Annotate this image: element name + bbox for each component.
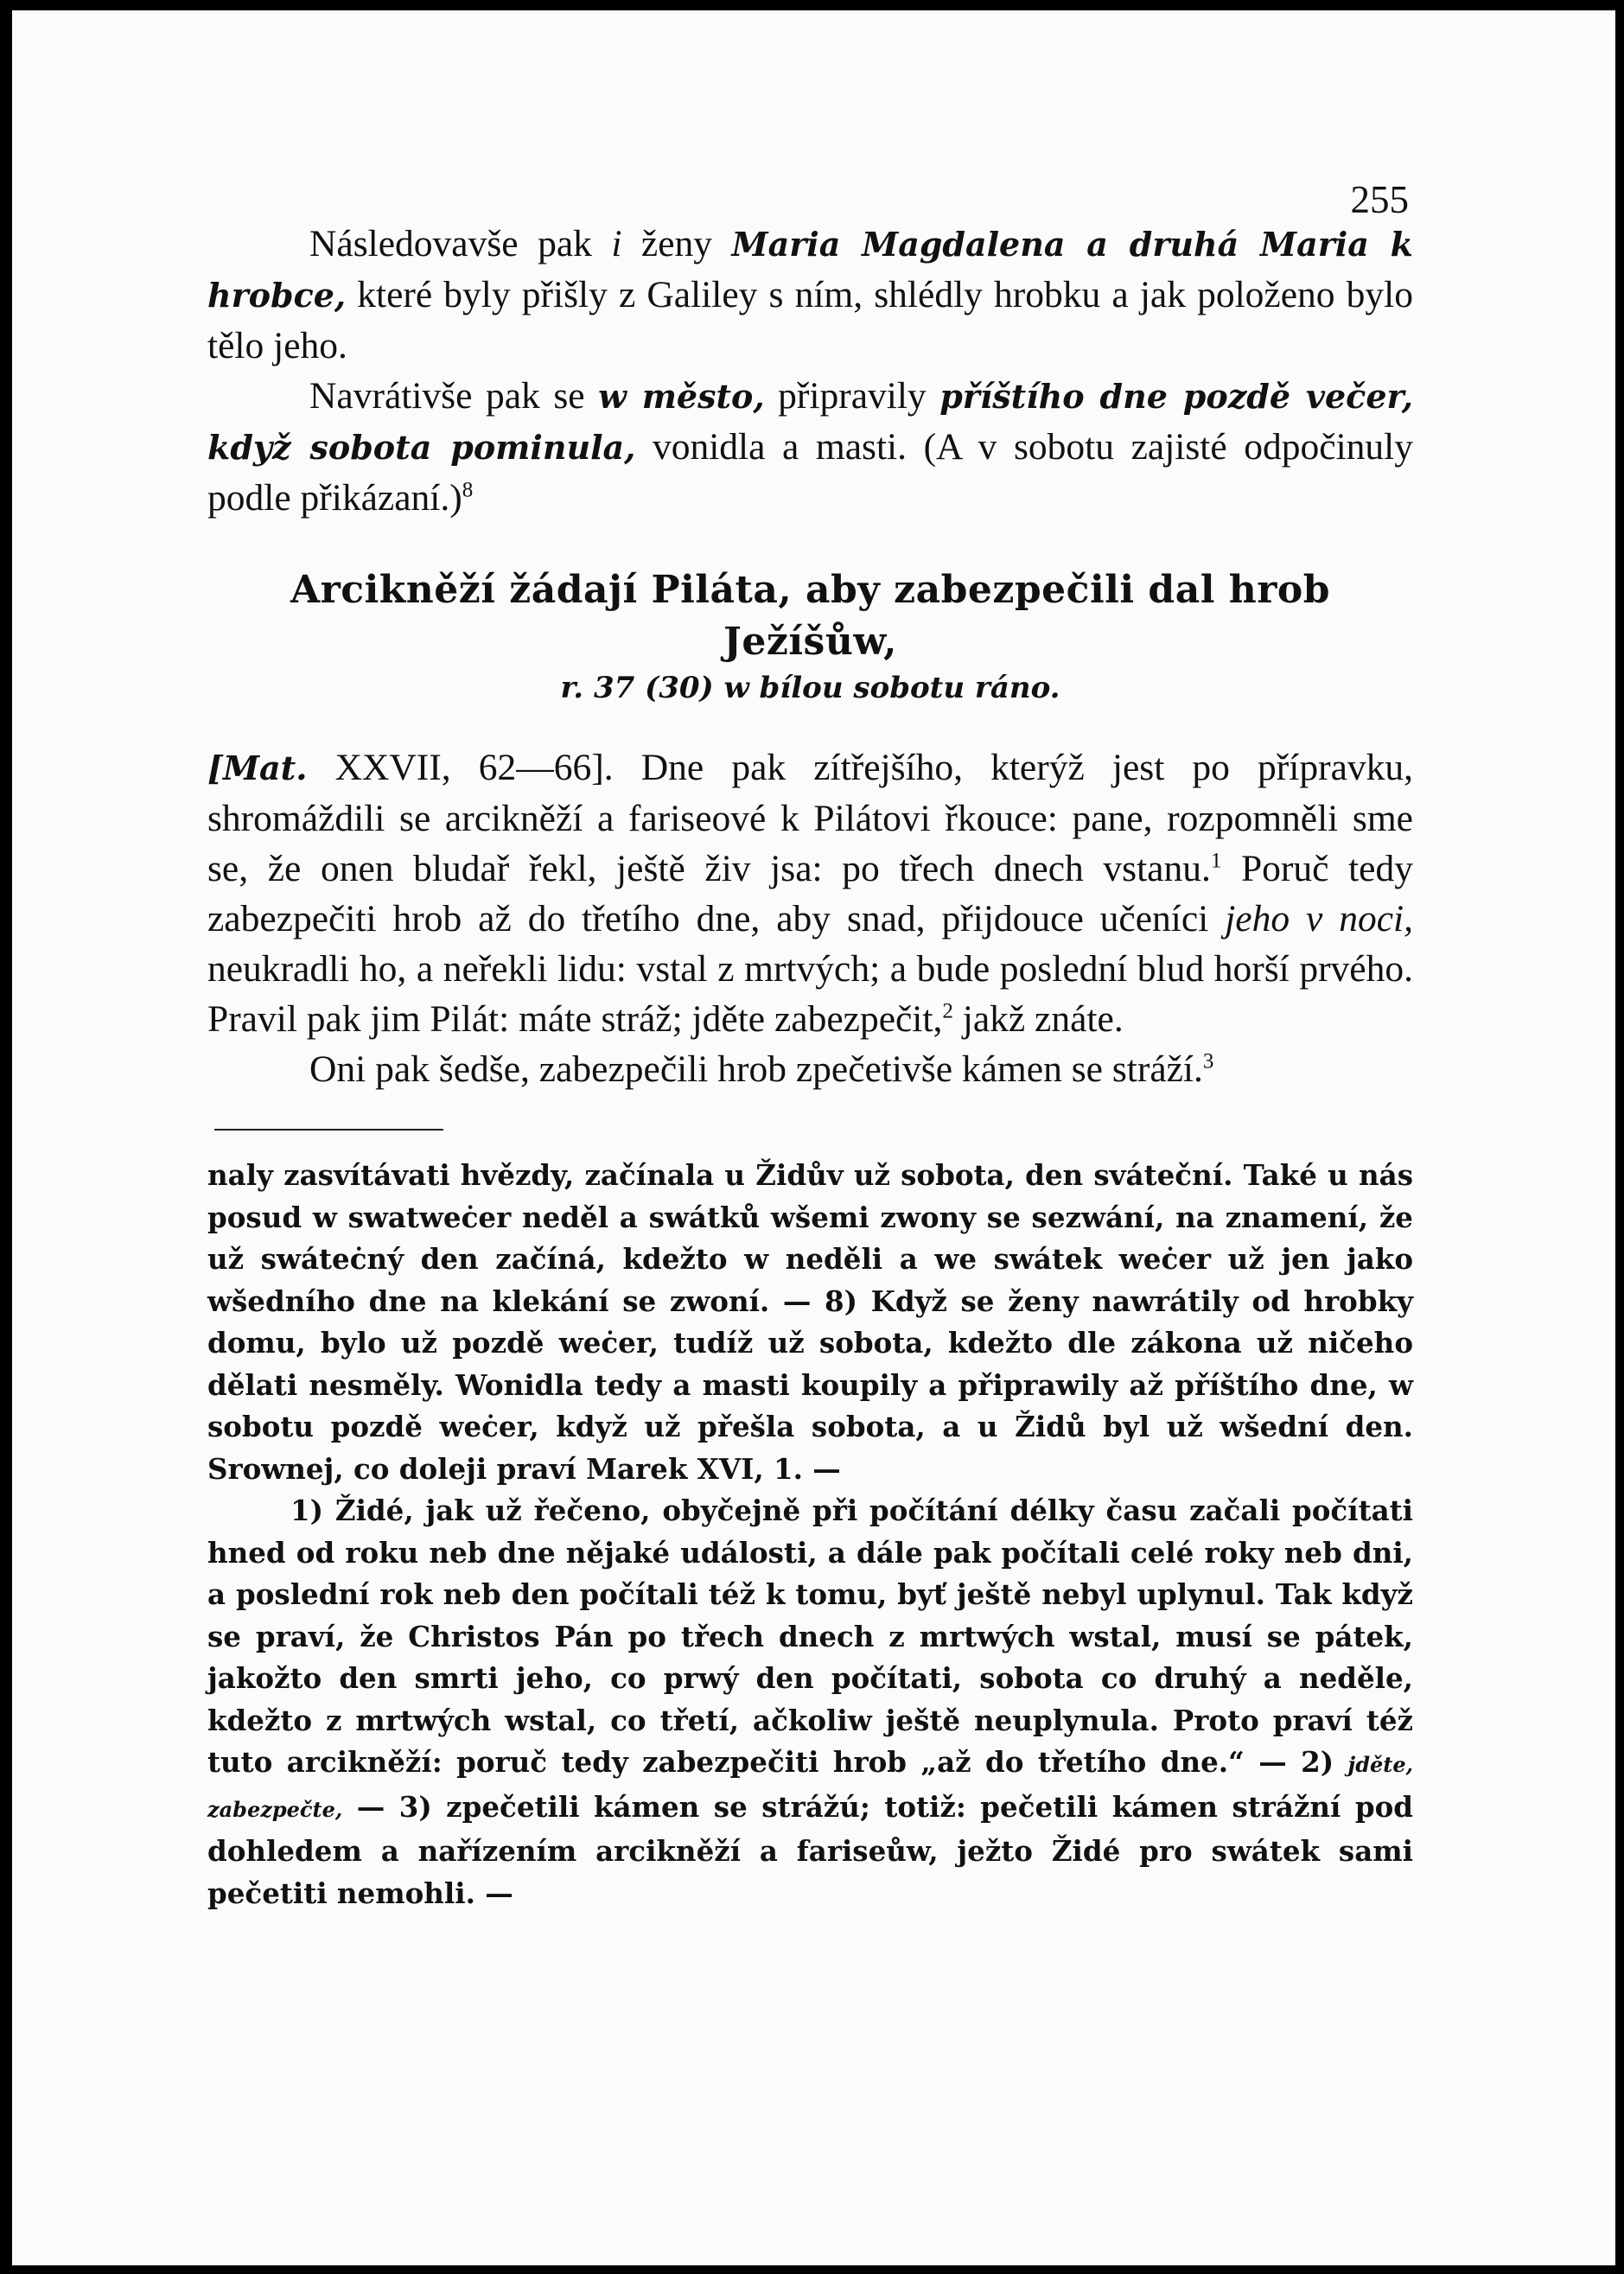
text-span: neukradli ho, a neřekli lidu: vstal z mrtvých; a bude poslední blud horší prvého. Pravil pak jim Pilát: máte stráž; jděte zabezpečit, xyxy=(207,948,1413,1040)
heading-subtitle: r. 37 (30) w bílou sobotu ráno. xyxy=(560,671,1060,705)
fraktur-span: Maria Magdalena a druhá Maria k hrobce, xyxy=(207,225,1413,315)
text-span: které byly přišly z Galiley s ním, shlédly hrobku a jak položeno bylo tělo jeho. xyxy=(207,274,1413,366)
page-number: 255 xyxy=(1350,178,1409,221)
footnote-continued: naly zasvítávati hvězdy, začínala u Židův už sobota, den sváteční. Také u nás posud w swatweċer neděl a swátků wšemi zwony se sezwání, na znamení, že už swáteċný den začíná, kdežto w neděli a we swátek weċer už jen jako wšedního dne na klekání se zwoní. — 8) Když se ženy nawrátily od hrobky domu, bylo už pozdě weċer, tudíž už sobota, kdežto dle zákona už ničeho dělati nesměly. Wonidla tedy a masti koupily a připrawily až příštího dne, w sobotu pozdě weċer, když už přešla sobota, a u Židů byl už wšední den. Srownej, co doleji praví Marek XVI, 1. — xyxy=(207,1158,1413,1486)
text-span: ženy xyxy=(621,223,732,264)
footnotes xyxy=(207,1155,1413,1914)
footnote-marker: 1 xyxy=(1210,849,1222,873)
fraktur-span: w město, xyxy=(598,377,765,416)
text-span: Navrátivše pak se xyxy=(309,375,599,417)
text-span: Oni pak šedše, zabezpečili hrob zpečetivše kámen se stráží. xyxy=(309,1048,1203,1090)
bible-reference: XXVII, 62—66]. xyxy=(307,747,614,788)
section-heading xyxy=(207,564,1413,708)
footnote-block xyxy=(207,1490,1413,1914)
text-span: Poruč tedy zabezpečiti hrob až do třetího dne, aby snad, přijdouce učeníci xyxy=(207,848,1413,940)
main-text xyxy=(207,219,1413,523)
page-content xyxy=(207,177,1413,1914)
paragraph-1 xyxy=(207,219,1413,371)
fraktur-span: [Mat. xyxy=(207,748,308,787)
footnote-divider xyxy=(214,1129,443,1131)
footnote-marker: 3 xyxy=(1202,1049,1214,1073)
text-span: vonidla a masti. (A v sobotu zajisté odpočinuly podle přikázaní.) xyxy=(207,426,1413,519)
footnote-italic: jděte, zabezpečte, xyxy=(207,1752,1413,1822)
paragraph-3 xyxy=(207,742,1413,1044)
scan-border-bottom xyxy=(0,2265,1624,2274)
footnote-marker: 2 xyxy=(942,999,953,1023)
footnote-text: — 3) zpečetili kámen se strážú; totiž: pečetili kámen strážní pod dohledem a nařízením arcikněží a fariseůw, ježto Židé pro swátek sami pečetiti nemohli. — xyxy=(207,1789,1413,1910)
footnote-text: 1) Židé, jak už řečeno, obyčejně při počítání délky času začali počítati hned od roku neb dne nějaké události, a dále pak počítali celé roky neb dni, a poslední rok neb den počítali též k tomu, byť ještě nebyl uplynul. Tak když se praví, že Christos Pán po třech dnech z mrtwých wstal, musí se pátek, jakožto den smrti jeho, co prwý den počítati, sobota co druhý a neděle, kdežto z mrtwých wstal, co třetí, ačkoliw ještě neuplynula. Proto praví též tuto arcikněží: poruč tedy zabezpečiti hrob „až do třetího dne.“ — 2) xyxy=(207,1494,1413,1779)
text-span: jakž znáte. xyxy=(952,998,1124,1040)
italic-span: i xyxy=(611,223,622,264)
paragraph-2 xyxy=(207,371,1413,523)
main-text-2 xyxy=(207,742,1413,1094)
paragraph-4 xyxy=(207,1044,1413,1094)
text-span: připravily xyxy=(764,375,940,417)
fraktur-span: příštího dne pozdě večer, když sobota pominula, xyxy=(207,377,1413,467)
italic-span: jeho v noci, xyxy=(1225,898,1413,940)
text-span: Dne pak zítřejšího, kterýž jest po přípravku, shromáždili se arcikněží a fariseové k Pilátovi řkouce: pane, rozpomněli sme se, že onen bludař řekl, ještě živ jsa: po třech dnech vstanu. xyxy=(207,747,1413,889)
text-span: Následovavše pak xyxy=(309,223,612,264)
scan-border-right xyxy=(1615,0,1624,2274)
footnote-marker: 8 xyxy=(462,478,474,502)
heading-title: Arcikněží žádají Piláta, aby zabezpečili dal hrob Ježíšůw, xyxy=(290,568,1331,664)
